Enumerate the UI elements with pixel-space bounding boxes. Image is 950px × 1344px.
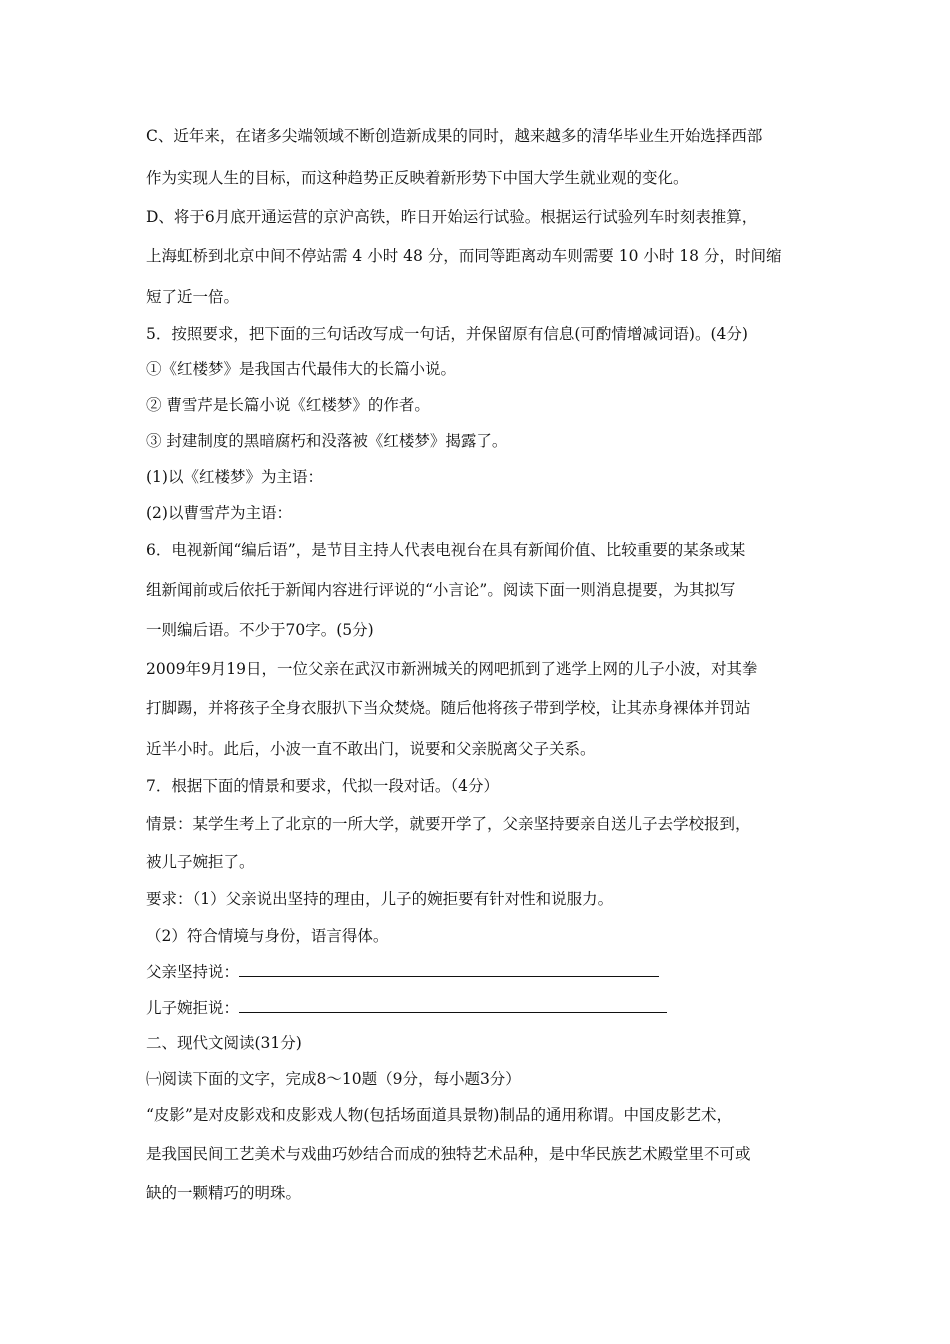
requirement-2: （2）符合情境与身份，语言得体。 (146, 927, 389, 945)
requirement-1: 要求：（1）父亲说出坚持的理由，儿子的婉拒要有针对性和说服力。 (146, 890, 614, 908)
question-5-sentence-3: ③ 封建制度的黑暗腐朽和没落被《红楼梦》揭露了。 (146, 432, 508, 450)
question-7-prompt: 7．根据下面的情景和要求，代拟一段对话。（4分） (146, 777, 499, 795)
passage-line-2: 是我国民间工艺美术与戏曲巧妙结合而成的独特艺术品种，是中华民族艺术殿堂里不可或 (146, 1145, 751, 1163)
passage-line-3: 缺的一颗精巧的明珠。 (146, 1184, 302, 1202)
news-summary-line-1: 2009年9月19日，一位父亲在武汉市新洲城关的网吧抓到了逃学上网的儿子小波，对其拳 (146, 660, 758, 678)
question-5-sentence-2: ② 曹雪芹是长篇小说《红楼梦》的作者。 (146, 396, 430, 414)
father-answer-label: 父亲坚持说： (146, 963, 240, 981)
son-answer-line (146, 998, 667, 1018)
section-2-heading: 二、现代文阅读(31分) (146, 1034, 302, 1052)
son-answer-blank[interactable] (239, 998, 667, 1013)
option-d-line-2: 上海虹桥到北京中间不停站需 4 小时 48 分，而同等距离动车则需要 10 小时 18 分，时间缩 (146, 247, 782, 265)
question-5-prompt: 5．按照要求，把下面的三句话改写成一句话，并保留原有信息(可酌情增减词语)。(4分) (146, 325, 748, 343)
scenario-line-1: 情景：某学生考上了北京的一所大学，就要开学了，父亲坚持要亲自送儿子去学校报到， (146, 815, 751, 833)
question-5-sentence-1: ①《红楼梦》是我国古代最伟大的长篇小说。 (146, 360, 457, 378)
scenario-line-2: 被儿子婉拒了。 (146, 853, 255, 871)
question-6-line-2: 组新闻前或后依托于新闻内容进行评说的“小言论”。阅读下面一则消息提要，为其拟写 (146, 581, 736, 599)
father-answer-line (146, 962, 659, 982)
son-answer-label: 儿子婉拒说： (146, 999, 240, 1017)
passage-line-1: “皮影”是对皮影戏和皮影戏人物(包括场面道具景物)制品的通用称谓。中国皮影艺术， (146, 1106, 732, 1124)
option-c-line-1: C、近年来，在诸多尖端领域不断创造新成果的同时，越来越多的清华毕业生开始选择西部 (146, 127, 763, 145)
option-c-line-2: 作为实现人生的目标，而这种趋势正反映着新形势下中国大学生就业观的变化。 (146, 169, 689, 187)
option-d-line-1: D、将于6月底开通运营的京沪高铁，昨日开始运行试验。根据运行试验列车时刻表推算， (146, 208, 758, 226)
question-5-part-2: (2)以曹雪芹为主语： (146, 504, 292, 522)
question-6-line-1: 6．电视新闻“编后语”，是节目主持人代表电视台在具有新闻价值、比较重要的某条或某 (146, 541, 746, 559)
question-5-part-1: (1)以《红楼梦》为主语： (146, 468, 323, 486)
news-summary-line-3: 近半小时。此后，小波一直不敢出门，说要和父亲脱离父子关系。 (146, 740, 596, 758)
news-summary-line-2: 打脚踢，并将孩子全身衣服扒下当众焚烧。随后他将孩子带到学校，让其赤身裸体并罚站 (146, 699, 751, 717)
reading-1-instructions: ㈠阅读下面的文字，完成8～10题（9分，每小题3分） (146, 1070, 521, 1088)
option-d-line-3: 短了近一倍。 (146, 288, 240, 306)
father-answer-blank[interactable] (239, 962, 659, 977)
question-6-line-3: 一则编后语。不少于70字。(5分) (146, 621, 374, 639)
